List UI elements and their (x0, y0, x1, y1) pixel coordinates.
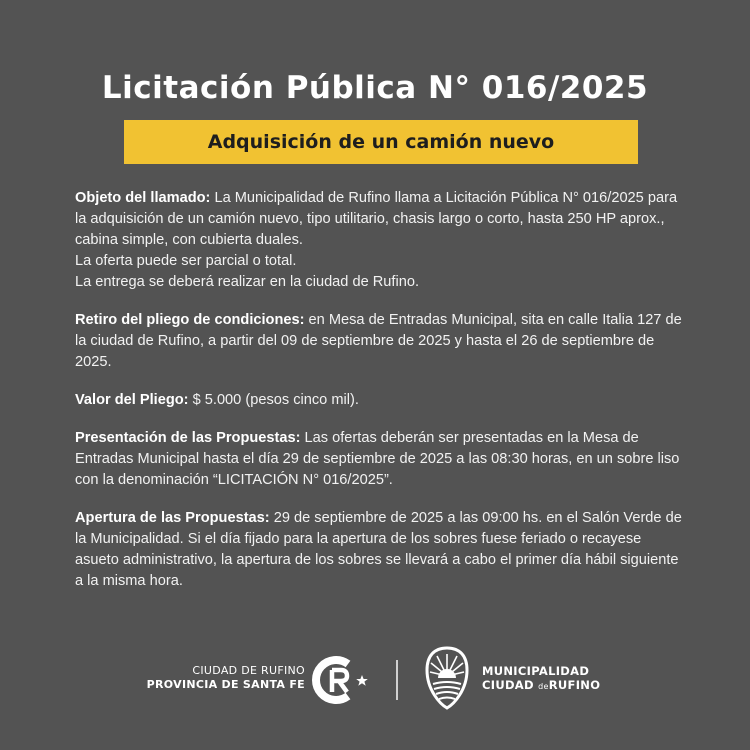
section-label: Apertura de las Propuestas: (75, 510, 270, 526)
section-text: La oferta puede ser parcial o total. (75, 253, 297, 269)
muni-line2-city: CIUDAD (482, 678, 539, 692)
section-objeto (75, 188, 683, 293)
subtitle-text: Adquisición de un camión nuevo (207, 131, 555, 153)
page-title: Licitación Pública N° 016/2025 (101, 70, 649, 106)
section-text: Las ofertas deberán ser presentadas en la Mesa de Entradas Municipal hasta el día 29 de septiembre de 2025 a las 08:30 horas, en un sobre liso con la denominación “LICITACIÓN N° 016/2025”. (75, 430, 680, 488)
muni-line2 (482, 678, 600, 694)
section-label: Objeto del llamado: (75, 190, 211, 206)
section-text: La Municipalidad de Rufino llama a Licitación Pública N° 016/2025 para la adquisición de un camión nuevo, tipo utilitario, chasis largo o corto, hasta 250 HP aprox., cabina simple, con cubierta duales. (75, 190, 678, 248)
footer-divider (396, 660, 398, 700)
city-line1: CIUDAD DE RUFINO (192, 664, 305, 677)
city-name (147, 664, 305, 692)
section-text: 29 de septiembre de 2025 a las 09:00 hs. en el Salón Verde de la Municipalidad. Si el día fijado para la apertura de los sobres fuese feriado o recayese asueto administrativo, la apertura de los sobres se llevará a cabo el primer día hábil siguiente a la misma hora. (75, 510, 682, 589)
muni-line1: MUNICIPALIDAD (482, 664, 590, 678)
section-apertura (75, 508, 683, 592)
notice-body (75, 188, 683, 609)
ciudad-rufino-cr-logo-icon (310, 652, 370, 708)
city-line2: PROVINCIA DE SANTA FE (146, 678, 305, 691)
section-label: Valor del Pliego: (75, 392, 189, 408)
muni-line2-de: de (538, 682, 549, 691)
section-text: $ 5.000 (pesos cinco mil). (188, 392, 359, 408)
section-label: Retiro del pliego de condiciones: (75, 312, 305, 328)
section-text: La entrega se deberá realizar en la ciudad de Rufino. (75, 274, 419, 290)
section-retiro (75, 310, 683, 373)
section-presentacion (75, 428, 683, 491)
section-valor (75, 390, 683, 411)
muni-line2-rufino: RUFINO (548, 678, 601, 692)
section-label: Presentación de las Propuestas: (75, 430, 301, 446)
section-text: en Mesa de Entradas Municipal, sita en calle Italia 127 de la ciudad de Rufino, a partir del 09 de septiembre de 2025 y hasta el 26 de septiembre de 2025. (75, 312, 682, 370)
subtitle-banner (124, 120, 638, 164)
footer (0, 640, 750, 720)
municipality-name (482, 664, 600, 694)
municipal-seal-icon (424, 646, 470, 710)
